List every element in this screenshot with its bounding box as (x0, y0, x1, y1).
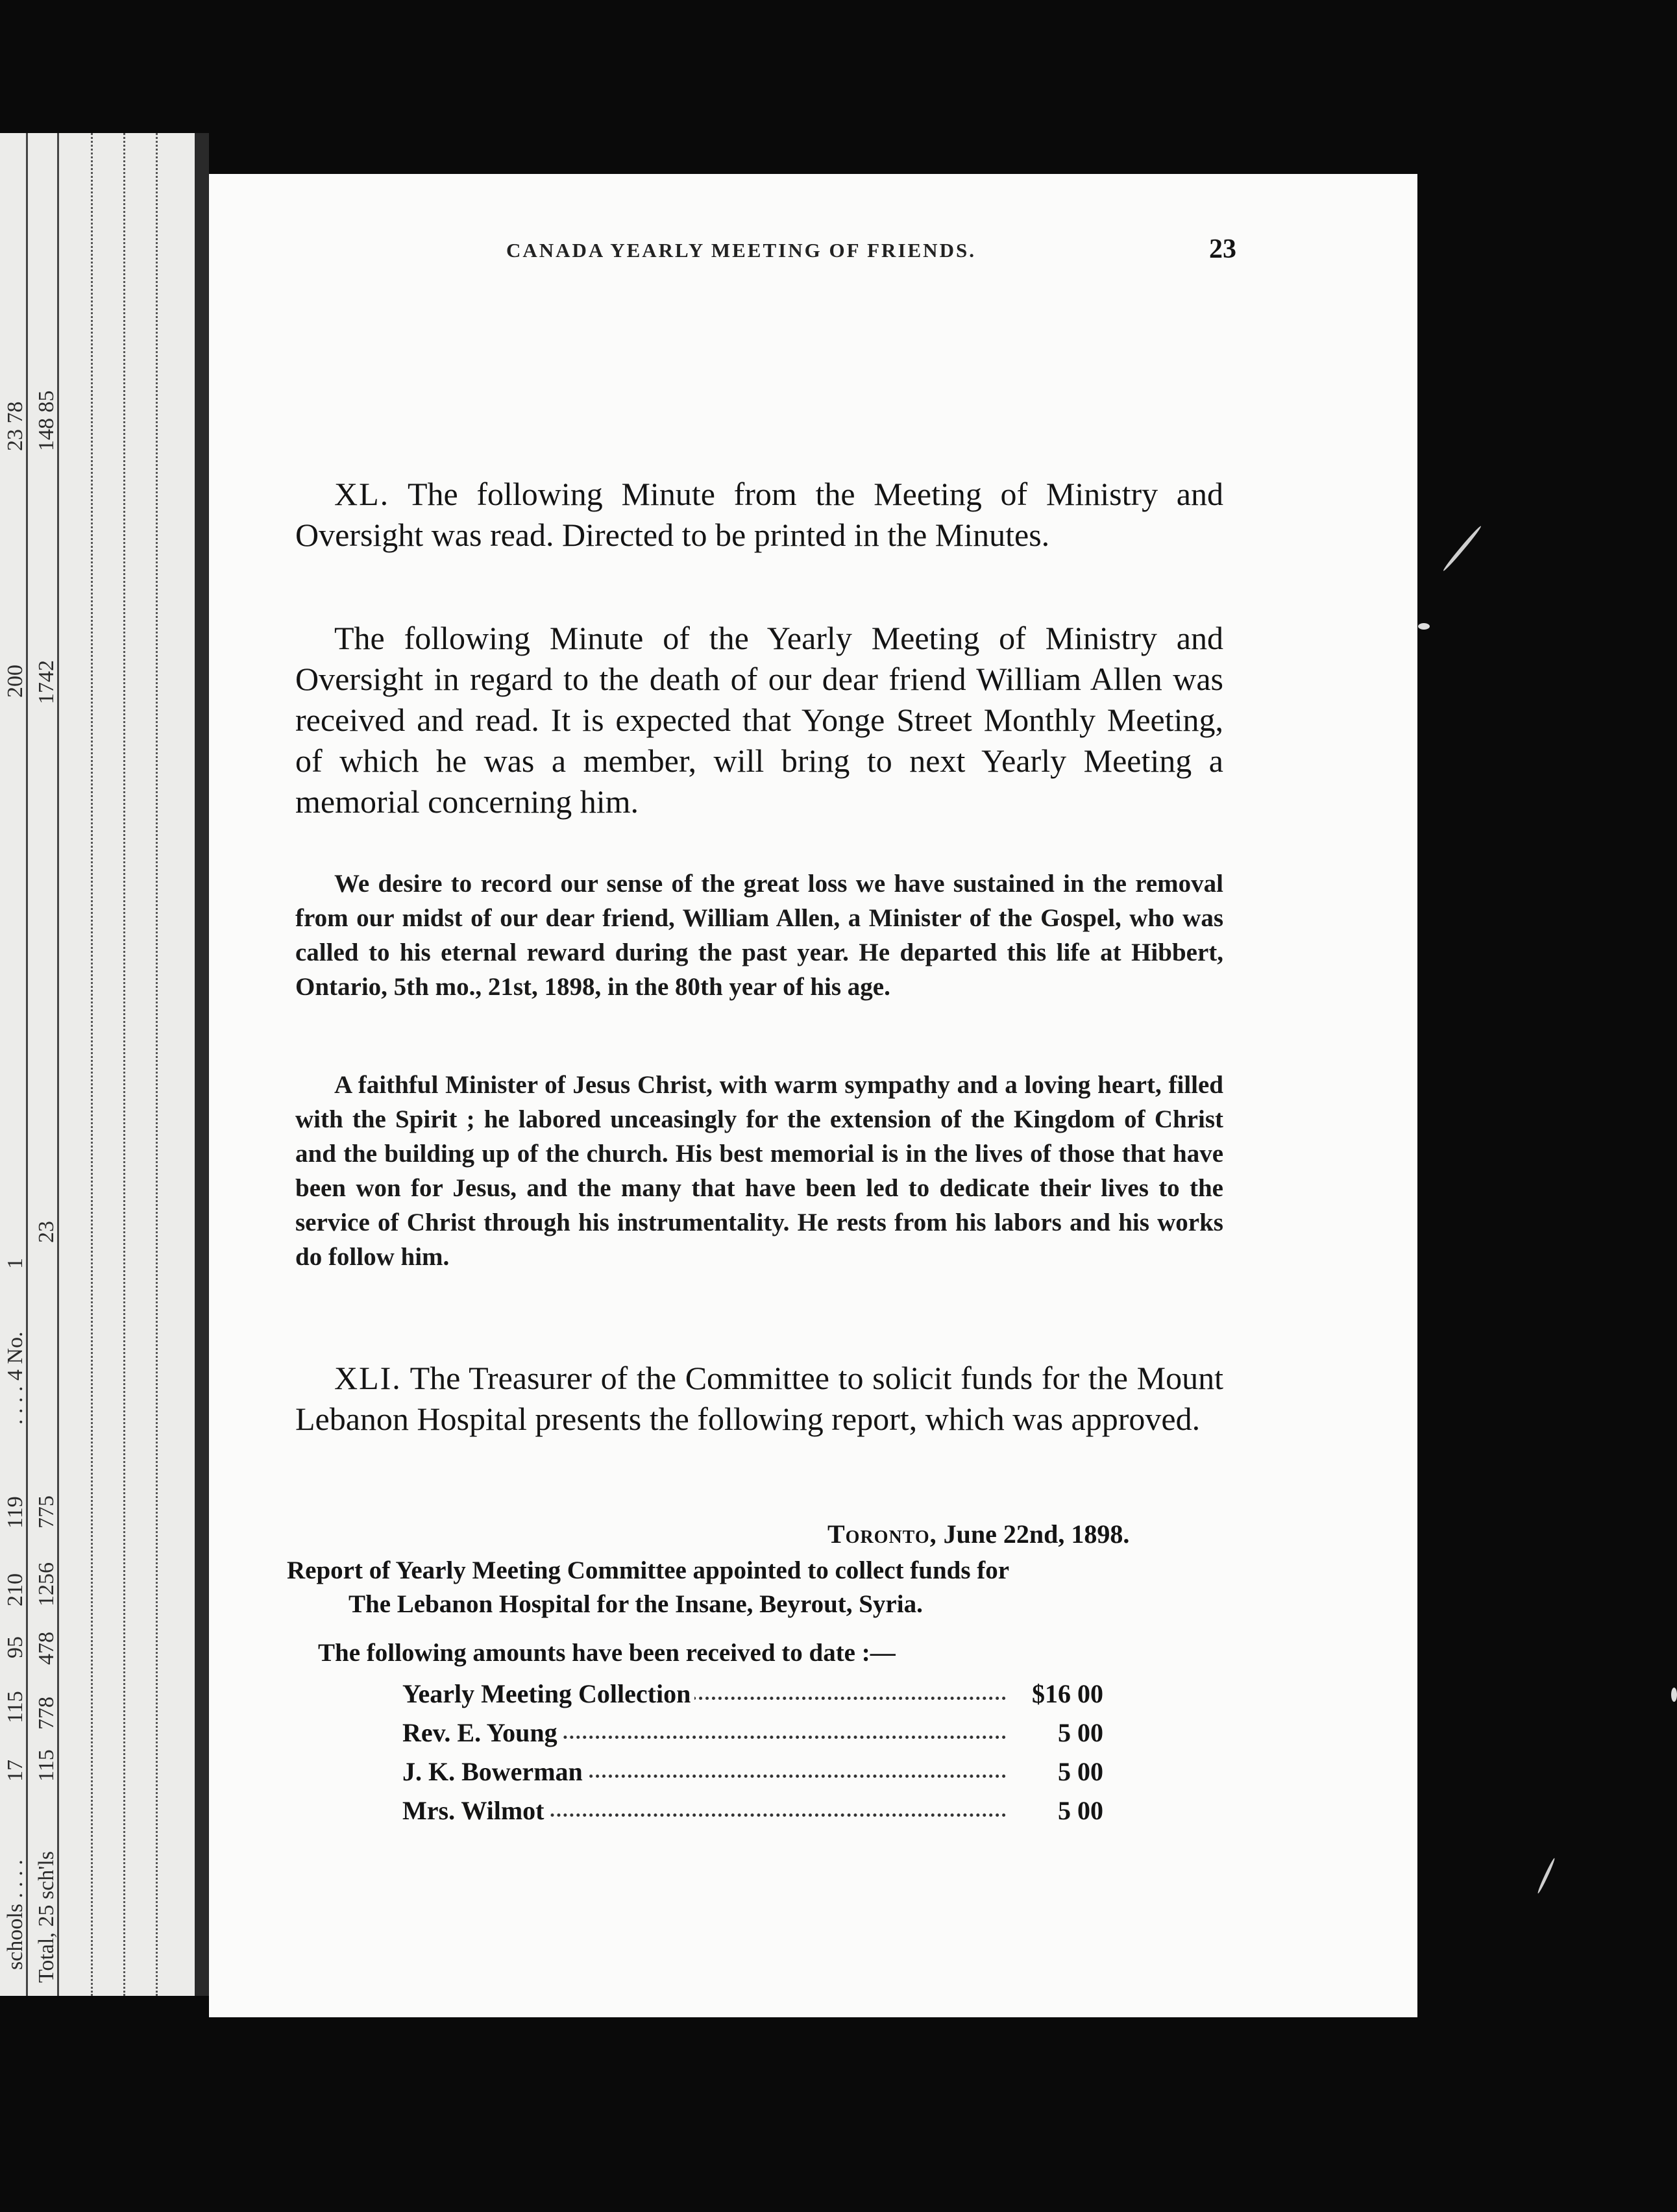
memorial-paragraph-2: A faithful Minister of Jesus Christ, with warm sympathy and a loving heart, filled with the Spirit ; he labored unceasingly for the extension of the Kingdom of Christ and the building up of the church. His best memorial is in the lives of those that have been won for Jesus, and the many that have been led to dedicate their lives to the service of Christ through his instrumentality. He rests from his labors and his works do follow him. (295, 1071, 1223, 1271)
minute-xli (295, 1358, 1223, 1440)
page-number: 23 (1209, 234, 1236, 264)
minute-numeral: XLI. (334, 1360, 402, 1396)
table-cell: 23 (34, 1221, 58, 1243)
table-cell: 115 (34, 1749, 58, 1782)
table-cell: 1256 (34, 1562, 58, 1606)
list-item (402, 1675, 1103, 1714)
table-cell: 1742 (34, 660, 58, 704)
binding-gutter (195, 133, 209, 1996)
table-cell: 775 (34, 1495, 58, 1529)
row-label: schools . . . . (3, 1860, 27, 1970)
scan-artifact (1671, 1688, 1677, 1702)
memorial-paragraph-1: We desire to record our sense of the great loss we have sustained in the removal from our midst of our dear friend, William Allen, a Minister of the Gospel, who was called to his eternal reward during the past year. He departed this life at Hibbert, Ontario, 5th mo., 21st, 1898, in the 80th year of his age. (295, 870, 1223, 1001)
rotated-table (0, 133, 195, 1996)
table-cell: 200 (3, 665, 27, 698)
scan-artifact (1418, 623, 1430, 630)
report-dateline (827, 1519, 1129, 1549)
contribution-amount: 5 00 (1006, 1714, 1103, 1752)
report-heading-line-2: The Lebanon Hospital for the Insane, Beyrout, Syria. (349, 1590, 923, 1618)
table-cell: 119 (3, 1496, 27, 1529)
list-item (402, 1752, 1103, 1791)
scan-artifact (1442, 525, 1482, 572)
table-cell: . . . . 4 No. (3, 1331, 27, 1425)
scan-artifact (1537, 1858, 1556, 1894)
table-cell: 478 (34, 1632, 58, 1665)
report-heading-line-1: Report of Yearly Meeting Committee appointed to collect funds for (287, 1556, 1010, 1584)
table-cell: 1 (3, 1258, 27, 1269)
row-label: Total, 25 sch'ls (34, 1850, 58, 1983)
report-place: Toronto, (827, 1519, 937, 1549)
received-intro: The following amounts have been received to date :— (318, 1639, 896, 1667)
report-heading (287, 1554, 1221, 1621)
table-cell: 210 (3, 1573, 27, 1606)
left-page-fragment (0, 133, 195, 1996)
contributor-name: Rev. E. Young (402, 1718, 561, 1747)
table-cell: 17 (3, 1760, 27, 1782)
amounts-list (402, 1675, 1103, 1830)
table-cell: 95 (3, 1636, 27, 1658)
list-item (402, 1791, 1103, 1830)
minute-numeral: XL. (334, 476, 390, 512)
table-cell: 778 (34, 1697, 58, 1730)
table-row (0, 133, 31, 1996)
list-item (402, 1714, 1103, 1752)
contribution-amount: 5 00 (1006, 1791, 1103, 1830)
running-title: CANADA YEARLY MEETING OF FRIENDS. (506, 239, 976, 262)
minute-text: The following Minute from the Meeting of Ministry and Oversight was read. Directed to be printed in the Minutes. (295, 476, 1223, 553)
minute-paragraph: The following Minute of the Yearly Meeting of Ministry and Oversight in regard to the death of our dear friend William Allen was received and read. It is expected that Yonge Street Monthly Meeting, of which he was a member, will bring to next Yearly Meeting a memorial concerning him. (295, 620, 1223, 820)
contribution-amount: 5 00 (1006, 1752, 1103, 1791)
table-cell: 148 85 (34, 390, 58, 451)
contributor-name: Mrs. Wilmot (402, 1796, 548, 1825)
contribution-amount: $16 00 (1006, 1675, 1103, 1714)
minute-xl (295, 474, 1223, 556)
table-cell: 115 (3, 1691, 27, 1723)
contributor-name: Yearly Meeting Collection (402, 1679, 694, 1708)
table-cell: 23 78 (3, 401, 27, 451)
contributor-name: J. K. Bowerman (402, 1757, 587, 1786)
minute-text: The Treasurer of the Committee to solicit funds for the Mount Lebanon Hospital presents the following report, which was approved. (295, 1360, 1223, 1437)
table-row (31, 133, 62, 1996)
report-date: June 22nd, 1898. (943, 1519, 1130, 1549)
page-header (292, 234, 1236, 278)
